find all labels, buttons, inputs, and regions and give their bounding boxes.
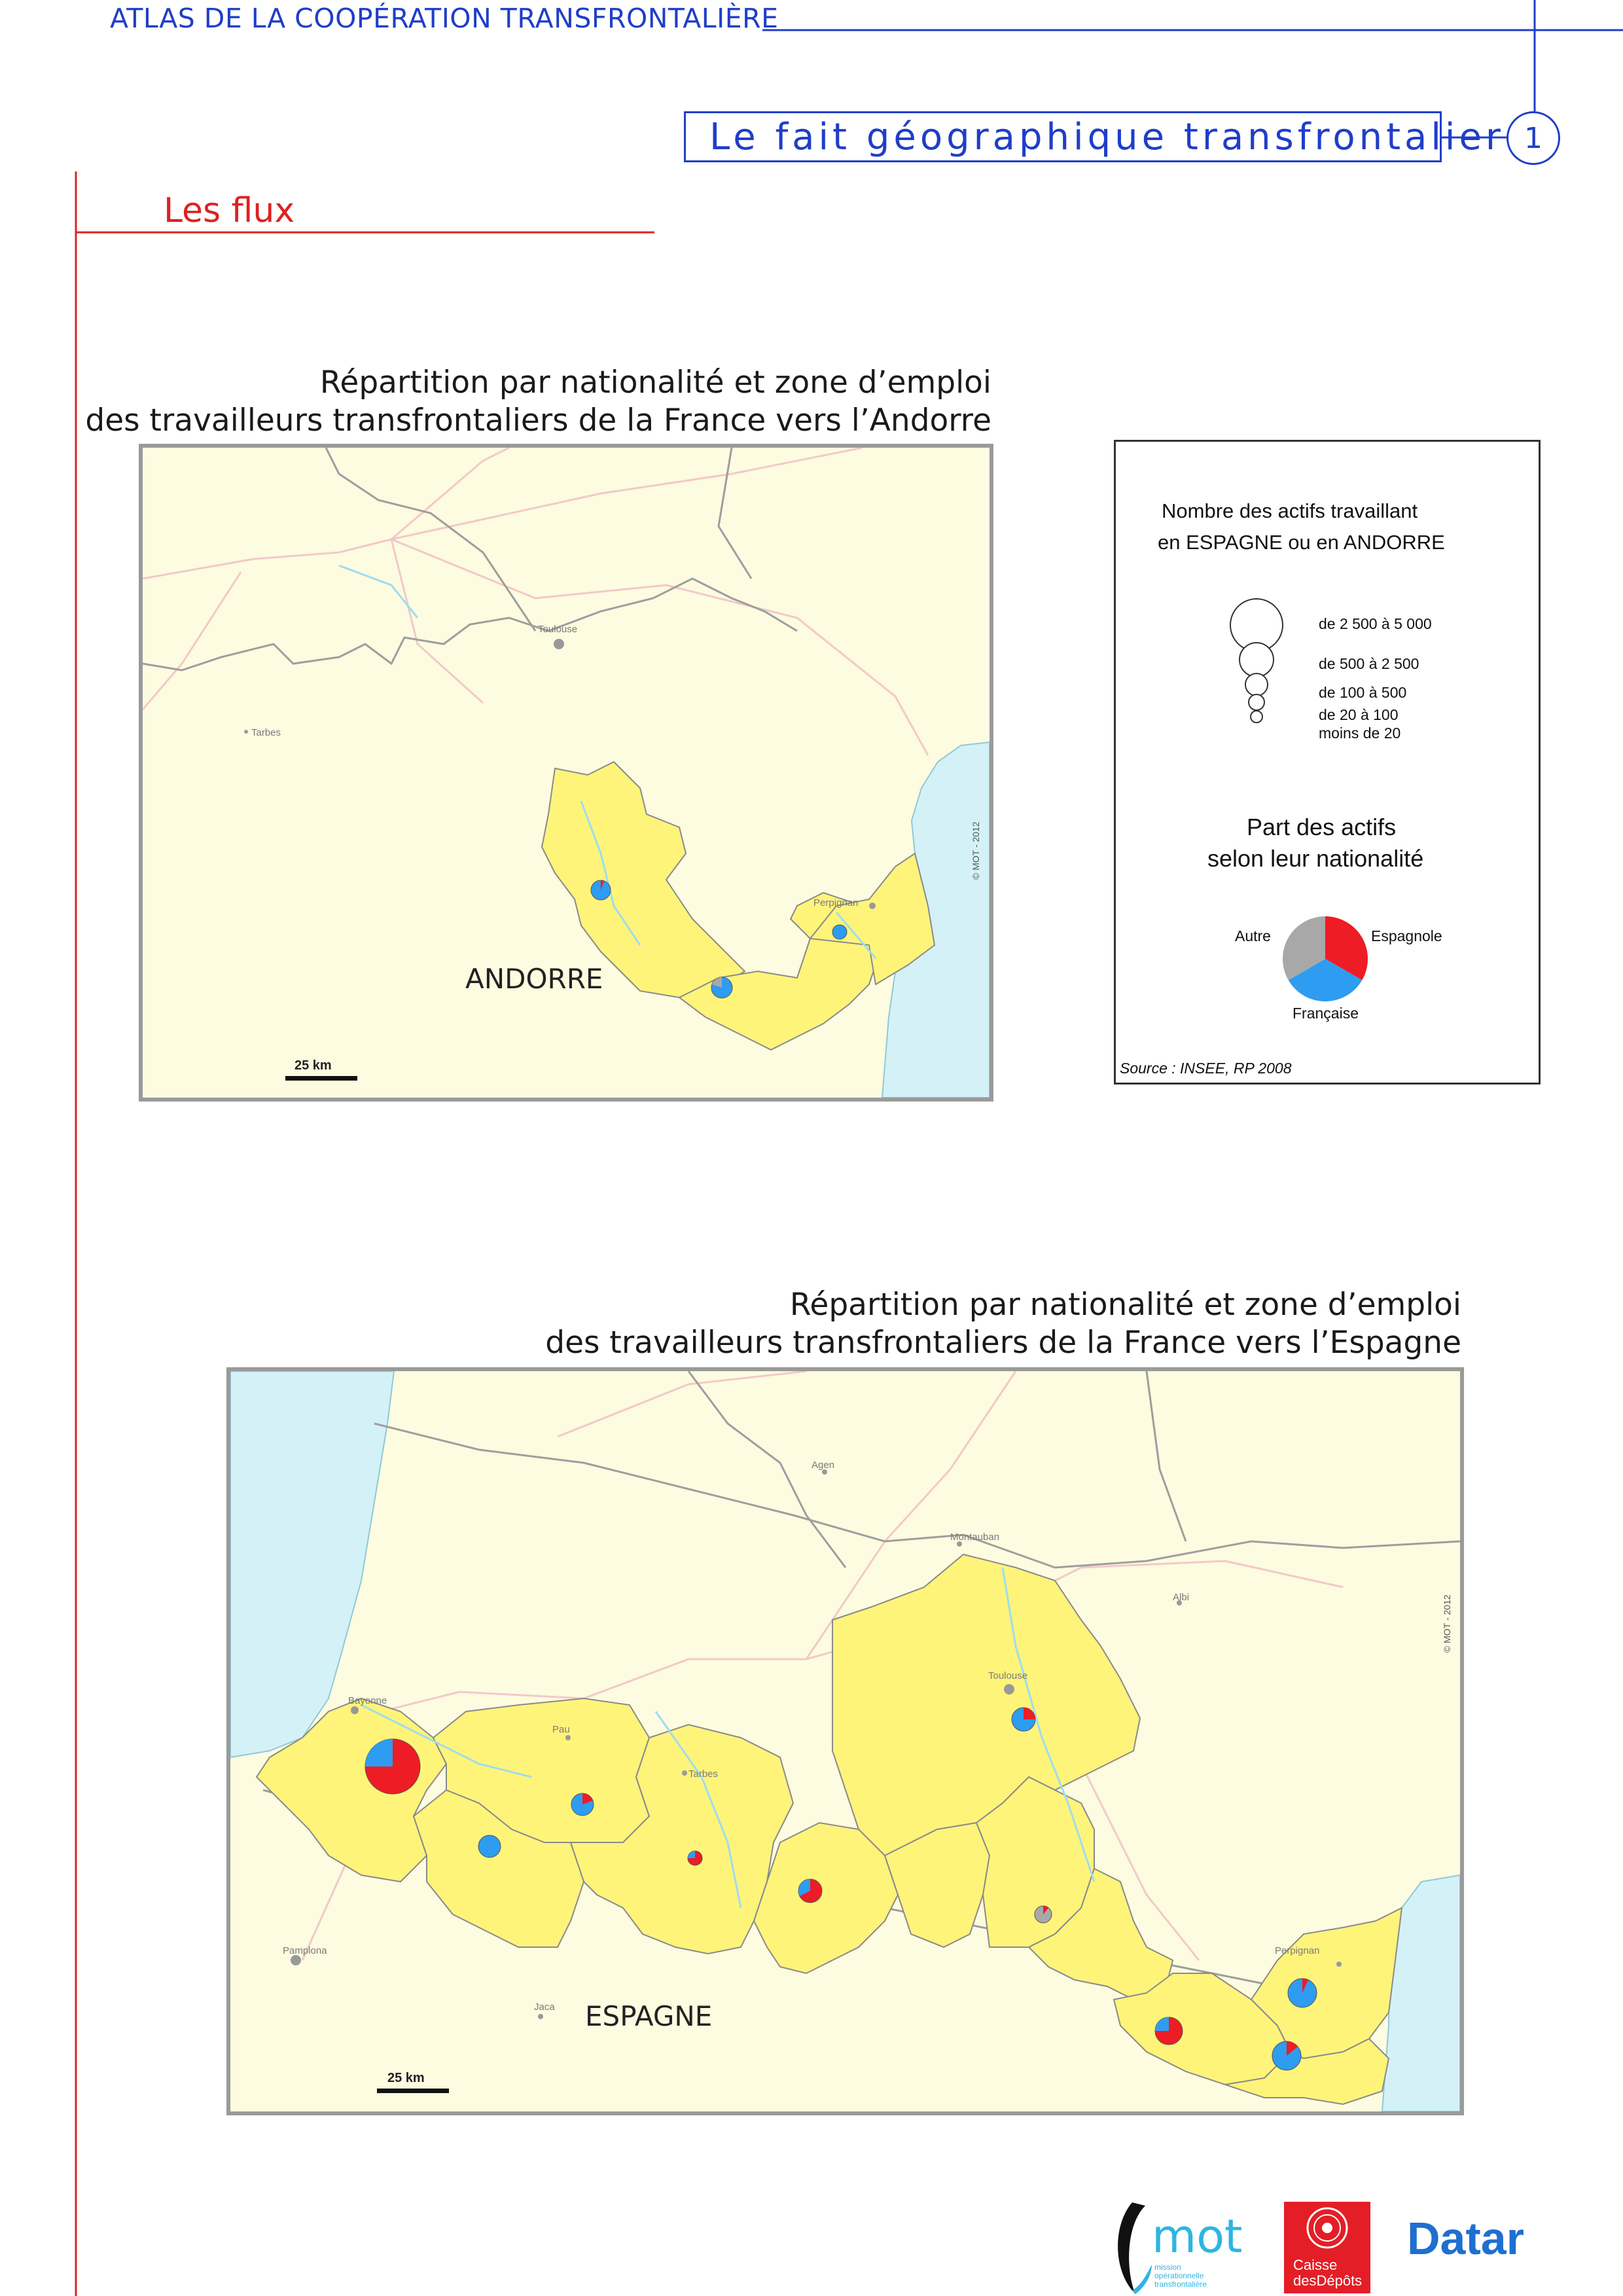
caisse-depots-logo (1284, 2202, 1370, 2293)
legend-size-circles (1221, 592, 1293, 743)
map1-place-tarbes-dot (244, 730, 248, 734)
mot-tagline (1154, 2263, 1207, 2289)
map2-pie-oloron (478, 1835, 501, 1857)
legend-nat-francaise: Française (1293, 1005, 1359, 1022)
map1-place-perpignan: Perpignan (813, 897, 859, 908)
map1-pie-prades (711, 977, 732, 998)
legend-nat-title-line2: selon leur nationalité (1207, 845, 1424, 872)
map1-title-line1: Répartition par nationalité et zone d’emploi (319, 365, 991, 401)
map2-place-montauban: Montauban (950, 1532, 1000, 1543)
legend-circle-m (1245, 673, 1268, 696)
map2-pie-perpignan (1288, 1979, 1317, 2007)
legend-size-title-line2: en ESPAGNE ou en ANDORRE (1158, 531, 1445, 554)
map2-title-line1: Répartition par nationalité et zone d’emploi (789, 1287, 1461, 1323)
legend-size-title-line1: Nombre des actifs travaillant (1162, 499, 1418, 522)
legend-nat-title-line1: Part des actifs (1247, 814, 1397, 840)
mot-logo (1106, 2199, 1257, 2296)
caisse-seal-icon (1284, 2202, 1370, 2254)
legend (1114, 440, 1541, 1085)
map2-pie-ceret (1272, 2041, 1301, 2070)
legend-size-class-5: moins de 20 (1319, 725, 1401, 742)
map1-scale-label: 25 km (294, 1058, 332, 1073)
map2-country-label: ESPAGNE (585, 2000, 713, 2032)
map2-title (545, 1286, 1461, 1362)
map2-place-jaca: Jaca (534, 2001, 555, 2013)
map2-place-bayonne: Bayonne (348, 1695, 387, 1706)
map1-pie-foix (591, 880, 611, 900)
map1-svg (143, 448, 990, 1098)
mot-wordmark: mot (1152, 2210, 1243, 2263)
map2-place-pamplona: Pamplona (283, 1945, 327, 1956)
caisse-line2: desDépôts (1293, 2272, 1363, 2289)
map1-place-tarbes: Tarbes (251, 727, 281, 738)
map2-copyright: © MOT - 2012 (1442, 1594, 1452, 1653)
map2-scale-label: 25 km (387, 2071, 425, 2085)
map2-place-toulouse: Toulouse (988, 1670, 1028, 1681)
map2-pie-prades (1155, 2017, 1183, 2045)
map1-frame (139, 444, 993, 1102)
map2-pie-pamiers (1035, 1906, 1052, 1923)
map1-country-label: ANDORRE (465, 963, 603, 995)
legend-source: Source : INSEE, RP 2008 (1120, 1060, 1292, 1077)
legend-circle-l (1240, 643, 1274, 677)
map2-place-pau: Pau (552, 1724, 570, 1735)
map2-place-albi: Albi (1173, 1592, 1190, 1603)
map2-frame (226, 1367, 1464, 2115)
map2-pie-tarbes (688, 1851, 702, 1865)
map1-scale-bar (285, 1076, 357, 1081)
map2-place-agen: Agen (812, 1460, 835, 1471)
map2-title-line2: des travailleurs transfrontaliers de la France vers l’Espagne (545, 1325, 1461, 1361)
legend-size-class-2: de 500 à 2 500 (1319, 655, 1419, 672)
map1-place-toulouse-dot (554, 639, 564, 649)
page-number: 1 (1507, 111, 1560, 165)
legend-size-class-3: de 100 à 500 (1319, 684, 1407, 701)
legend-nat-autre: Autre (1235, 927, 1271, 944)
mot-tagline-2: opérationnelle (1154, 2271, 1204, 2280)
legend-nat-espagnole: Espagnole (1371, 927, 1442, 944)
legend-size-class-1: de 2 500 à 5 000 (1319, 615, 1432, 632)
mot-tagline-3: transfrontalière (1154, 2280, 1207, 2289)
map2-scale-bar (377, 2089, 449, 2093)
legend-circle-s (1249, 694, 1264, 710)
chapter-title: Le fait géographique transfrontalier (684, 111, 1442, 162)
mot-tagline-1: mission (1154, 2263, 1181, 2272)
caisse-line1: Caisse (1293, 2257, 1338, 2273)
map2-pie-pau (571, 1793, 594, 1816)
map2-pie-bayonne (365, 1739, 420, 1794)
map1-place-perpignan-dot (869, 903, 876, 909)
map1-pie-pamiers (832, 925, 847, 939)
map2-place-perpignan: Perpignan (1275, 1945, 1320, 1956)
map1-title (85, 364, 991, 440)
section-title: Les flux (164, 191, 295, 230)
map2-svg (230, 1371, 1460, 2111)
map2-pie-toulouse (1012, 1708, 1035, 1731)
atlas-title: ATLAS DE LA COOPÉRATION TRANSFRONTALIÈRE (110, 3, 779, 34)
map1-copyright: © MOT - 2012 (971, 821, 981, 880)
map2-pie-comminges (798, 1879, 822, 1903)
map1-place-toulouse: Toulouse (538, 624, 578, 635)
datar-logo: Datar (1407, 2213, 1524, 2264)
legend-nat-pie (1279, 913, 1371, 1005)
map1-title-line2: des travailleurs transfrontaliers de la France vers l’Andorre (85, 403, 991, 439)
legend-circle-xs (1251, 711, 1262, 723)
legend-size-class-4: de 20 à 100 (1319, 706, 1399, 723)
map2-place-tarbes: Tarbes (688, 1768, 719, 1780)
